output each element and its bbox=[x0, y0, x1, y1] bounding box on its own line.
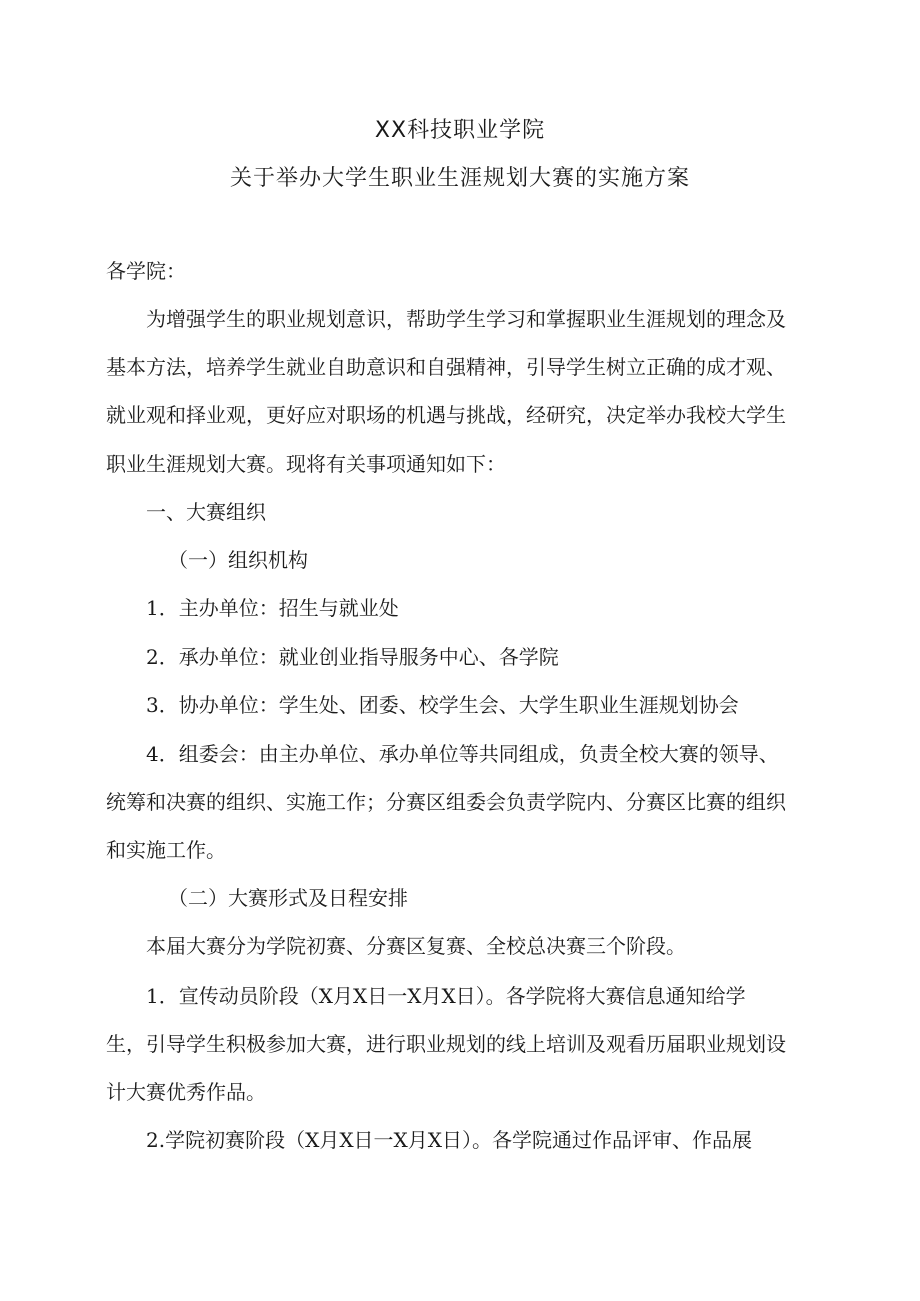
salutation: 各学院： bbox=[106, 259, 186, 283]
intro-line-2: 基本方法，培养学生就业自助意识和自强精神，引导学生树立正确的成才观、 bbox=[106, 355, 786, 379]
stage-1-line-3: 计大赛优秀作品。 bbox=[106, 1080, 266, 1104]
org-item-4-line-2: 统筹和决赛的组织、实施工作；分赛区组委会负责学院内、分赛区比赛的组织 bbox=[106, 790, 786, 814]
stage-1-line-1: 1．宣传动员阶段（X月X日一X月X日）。各学院将大赛信息通知给学 bbox=[146, 984, 746, 1008]
org-item-1: 1．主办单位：招生与就业处 bbox=[146, 596, 399, 620]
document-title-school: XX科技职业学院 bbox=[374, 118, 546, 143]
org-item-3: 3．协办单位：学生处、团委、校学生会、大学生职业生涯规划协会 bbox=[146, 693, 739, 717]
org-item-4-line-3: 和实施工作。 bbox=[106, 838, 226, 862]
stage-1-line-2: 生，引导学生积极参加大赛，进行职业规划的线上培训及观看历届职业规划设 bbox=[106, 1032, 786, 1056]
org-item-2: 2．承办单位：就业创业指导服务中心、各学院 bbox=[146, 645, 559, 669]
intro-line-1: 为增强学生的职业规划意识，帮助学生学习和掌握职业生涯规划的理念及 bbox=[146, 307, 786, 331]
stage-2-line-1: 2.学院初赛阶段（X月X日一X月X日）。各学院通过作品评审、作品展 bbox=[146, 1128, 753, 1152]
subsection-heading-schedule: （二）大赛形式及日程安排 bbox=[168, 886, 408, 910]
intro-line-3: 就业观和择业观，更好应对职场的机遇与挑战，经研究，决定举办我校大学生 bbox=[106, 403, 786, 427]
document-title-main: 关于举办大学生职业生涯规划大赛的实施方案 bbox=[229, 166, 690, 191]
stages-intro: 本届大赛分为学院初赛、分赛区复赛、全校总决赛三个阶段。 bbox=[146, 934, 686, 958]
section-heading-organization: 一、大赛组织 bbox=[146, 500, 266, 524]
org-item-4-line-1: 4．组委会：由主办单位、承办单位等共同组成，负责全校大赛的领导、 bbox=[146, 742, 779, 766]
subsection-heading-structure: （一）组织机构 bbox=[168, 548, 308, 572]
intro-line-4: 职业生涯规划大赛。现将有关事项通知如下： bbox=[106, 452, 506, 476]
